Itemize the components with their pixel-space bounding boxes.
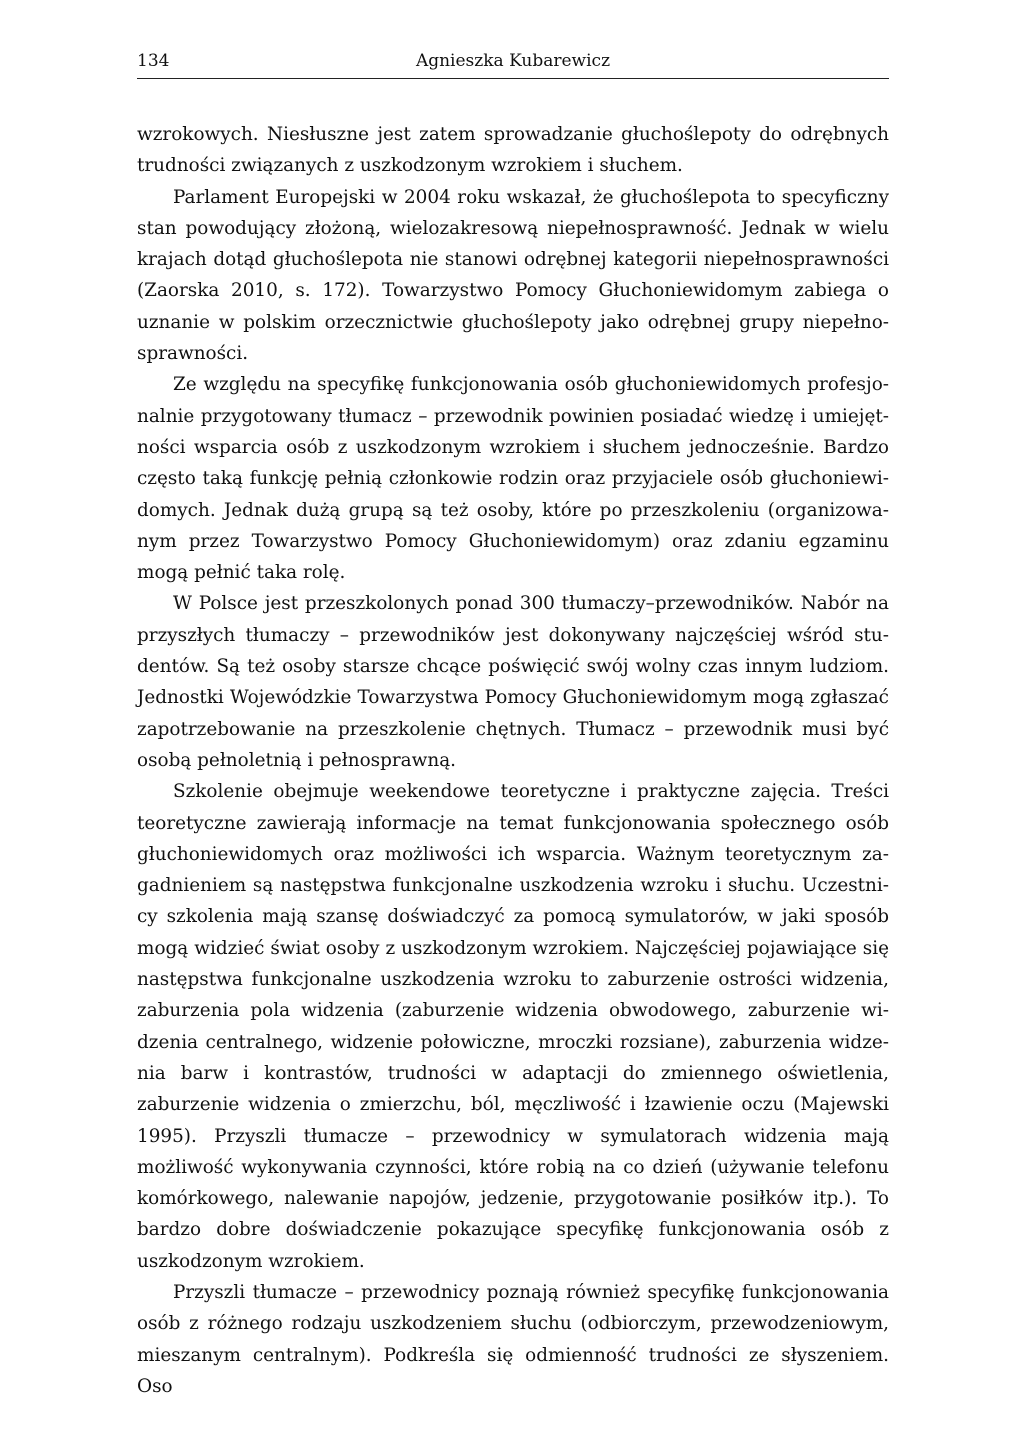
page-number: 134 — [137, 51, 170, 71]
paragraph-training-recruitment: W Polsce jest przeszkolonych ponad 300 tłumaczy–przewodników. Nabór na przyszłych tłumaczy – przewodników jest dokonywany najczęściej wśród studentów. Są też osoby starsze chcące poświęcić swój wolny czas innym ludziom. Jednostki Wojewódzkie Towarzystwa Pomocy Głuchoniewidomym mogą zgłaszać zapotrzebowanie na przeszkolenie chętnych. Tłumacz – przewodnik musi być osobą pełnoletnią i pełnosprawną. — [137, 593, 889, 771]
paragraph-european-parliament: Parlament Europejski w 2004 roku wskazał, że głuchoślepota to specyficzny stan powodujący złożoną, wielozakresową niepełnosprawność. Jednak w wielu krajach dotąd głuchoślepota nie stanowi odrębnej kategorii niepełnosprawności (Zaorska 2010, s. 172). Towarzystwo Pomocy Głuchoniewidomym zabiega o uznanie w polskim orzecznictwie głuchoślepoty jako odrębnej grupy niepełnosprawności. — [137, 186, 889, 365]
book-page — [137, 48, 889, 1402]
paragraph-hearing-impairment: Przyszli tłumacze – przewodnicy poznają również specyfikę funkcjonowania osób z różnego rodzaju uszkodzeniem słuchu (odbiorczym, przewodzeniowym, mieszanym centralnym). Podkreśla się odmienność trudności ze słyszeniem. Oso — [137, 1281, 889, 1397]
running-head — [137, 48, 889, 79]
body-text — [137, 119, 889, 1402]
paragraph-continued: wzrokowych. Niesłuszne jest zatem sprowadzanie głuchoślepoty do odrębnych trudności związanych z uszkodzonym wzrokiem i słuchem. — [137, 124, 889, 177]
running-title-author: Agnieszka Kubarewicz — [415, 51, 611, 71]
paragraph-guide-interpreter-role: Ze względu na specyfikę funkcjonowania osób głuchoniewidomych profesjonalnie przygotowany tłumacz – przewodnik powinien posiadać wiedzę i umiejętności wsparcia osób z uszkodzonym wzrokiem i słuchem jednocześnie. Bardzo często taką funkcję pełnią członkowie rodzin oraz przyjaciele osób głuchoniewidomych. Jednak dużą grupą są też osoby, które po przeszkoleniu (organizowanym przez Towarzystwo Pomocy Głuchoniewidomym) oraz zdaniu egzaminu mogą pełnić taka rolę. — [137, 374, 889, 584]
paragraph-training-content: Szkolenie obejmuje weekendowe teoretyczne i praktyczne zajęcia. Treści teoretyczne zawierają informacje na temat funkcjonowania społecznego osób głuchoniewidomych oraz możliwości ich wsparcia. Ważnym teoretycznym zagadnieniem są następstwa funkcjonalne uszkodzenia wzroku i słuchu. Uczestnicy szkolenia mają szansę doświadczyć za pomocą symulatorów, w jaki sposób mogą widzieć świat osoby z uszkodzonym wzrokiem. Najczęściej pojawiające się następstwa funkcjonalne uszkodzenia wzroku to zaburzenie ostrości widzenia, zaburzenia pola widzenia (zaburzenie widzenia obwodowego, zaburzenie widzenia centralnego, widzenie połowiczne, mroczki rozsiane), zaburzenia widzenia barw i kontrastów, trudności w adaptacji do zmiennego oświetlenia, zaburzenie widzenia o zmierzchu, ból, męczliwość i łzawienie oczu (Majewski 1995). Przyszli tłumacze – przewodnicy w symulatorach widzenia mają możliwość wykonywania czynności, które robią na co dzień (używanie telefonu komórkowego, nalewanie napojów, jedzenie, przygotowanie posiłków itp.). To bardzo dobre doświadczenie pokazujące specyfikę funkcjonowania osób z uszkodzonym wzrokiem. — [137, 781, 889, 1272]
